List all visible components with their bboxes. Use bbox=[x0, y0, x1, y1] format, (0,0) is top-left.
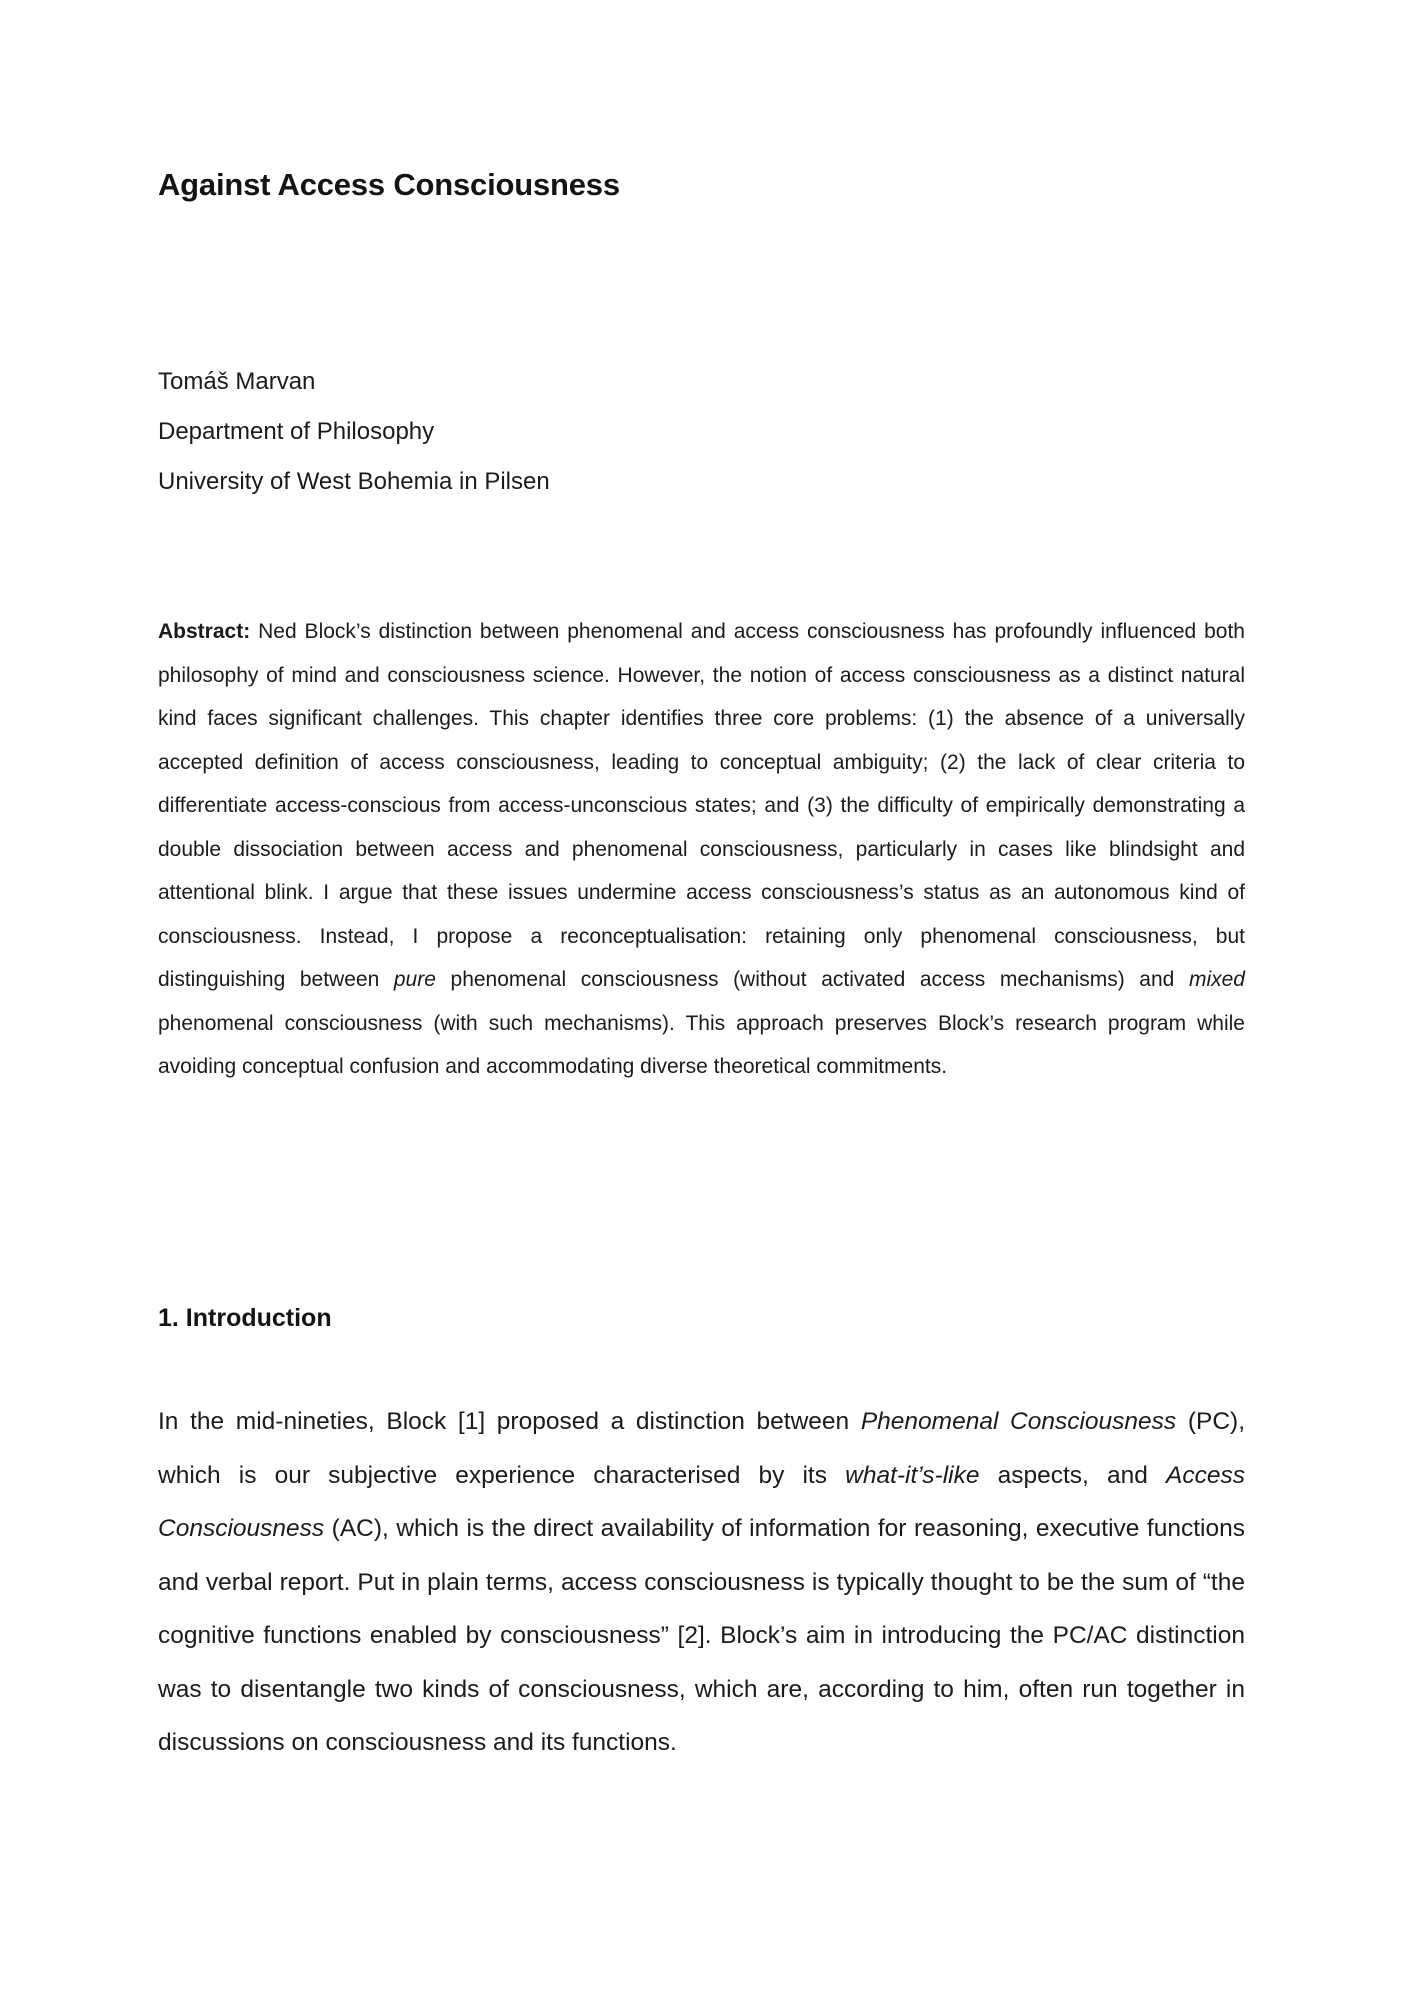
author-department: Department of Philosophy bbox=[158, 418, 435, 445]
author-university: University of West Bohemia in Pilsen bbox=[158, 468, 550, 495]
author-name: Tomáš Marvan bbox=[158, 368, 316, 395]
introduction-paragraph: In the mid-nineties, Block [1] proposed a distinction between Phenomenal Consciousness (PC), which is our subjective experience characterised by its what-it’s-like aspects, and Access Consciousness (AC), which is the direct availability of information for reasoning, executive functions and verbal report. Put in plain terms, access consciousness is typically thought to be the sum of “the cognitive functions enabled by consciousness” [2]. Block’s aim in introducing the PC/AC distinction was to disentangle two kinds of consciousness, which are, according to him, often run together in discussions on consciousness and its functions. bbox=[158, 1408, 1246, 1756]
page-content bbox=[158, 0, 1245, 2000]
abstract-paragraph: Abstract: Ned Block’s distinction between phenomenal and access consciousness has profoundly influenced both philosophy of mind and consciousness science. However, the notion of access consciousness as a distinct natural kind faces significant challenges. This chapter identifies three core problems: (1) the absence of a universally accepted definition of access consciousness, leading to conceptual ambiguity; (2) the lack of clear criteria to differentiate access-conscious from access-unconscious states; and (3) the difficulty of empirically demonstrating a double dissociation between access and phenomenal consciousness, particularly in cases like blindsight and attentional blink. I argue that these issues undermine access consciousness’s status as an autonomous kind of consciousness. Instead, I propose a reconceptualisation: retaining only phenomenal consciousness, but distinguishing between pure phenomenal consciousness (without activated access mechanisms) and mixed phenomenal consciousness (with such mechanisms). This approach preserves Block’s research program while avoiding conceptual confusion and accommodating diverse theoretical commitments. bbox=[158, 620, 1245, 1078]
section-heading-introduction: 1. Introduction bbox=[158, 1304, 332, 1332]
author-block bbox=[158, 357, 550, 507]
page-title: Against Access Consciousness bbox=[158, 167, 620, 202]
